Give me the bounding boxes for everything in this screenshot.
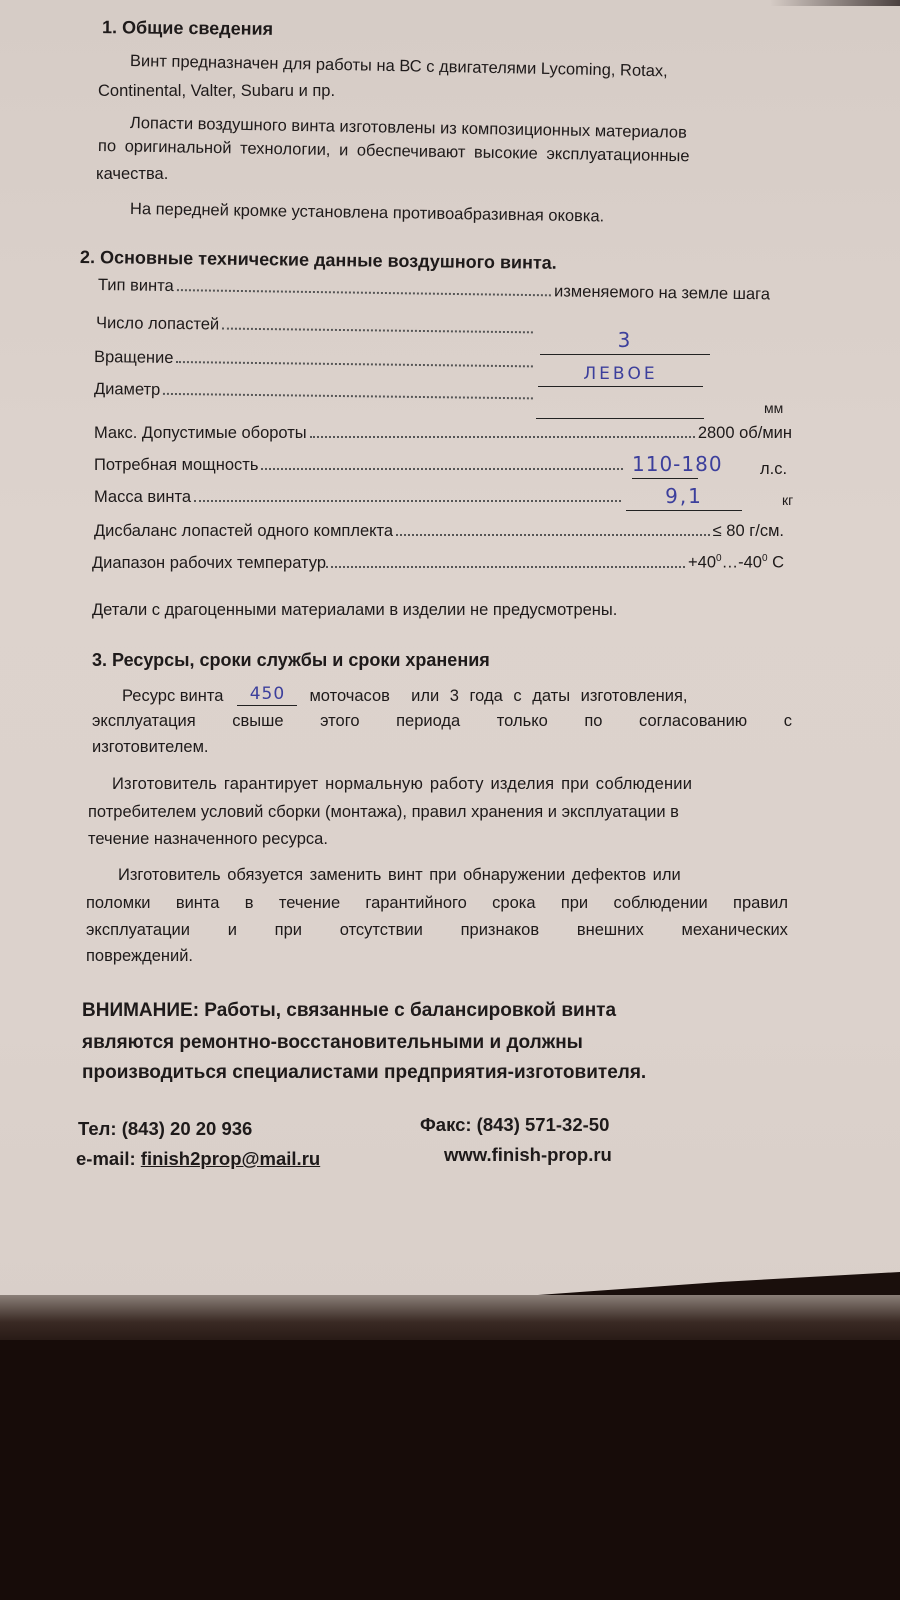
replace-line-2 bbox=[86, 894, 788, 913]
word: согласованию bbox=[639, 712, 748, 730]
section-1-paragraph-2-line-1: Лопасти воздушного винта изготовлены из композиционных материалов bbox=[129, 114, 687, 142]
spec-row-mass bbox=[94, 488, 624, 507]
guarantee-line-1: Изготовитель гарантирует нормальную работу изделия при соблюдении bbox=[112, 775, 693, 793]
word: течение bbox=[278, 894, 341, 912]
word: свыше bbox=[232, 712, 284, 730]
word: при bbox=[274, 921, 302, 939]
resource-suffix-text: моточасов или 3 года с даты изготовления, bbox=[309, 687, 688, 705]
warning-line-2: являются ремонтно-восстановительными и должны bbox=[82, 1032, 583, 1053]
replace-line-4: повреждений. bbox=[86, 947, 194, 965]
spec-label: Масса винта bbox=[94, 488, 192, 506]
resource-line-2 bbox=[92, 712, 792, 731]
word: по bbox=[584, 712, 603, 730]
leader-dots bbox=[396, 533, 710, 536]
phone-number: Тел: (843) 20 20 936 bbox=[78, 1118, 253, 1139]
power-field[interactable] bbox=[632, 452, 723, 479]
word: винта bbox=[175, 894, 220, 912]
spec-label: Число лопастей bbox=[95, 314, 220, 334]
blade-count-field[interactable] bbox=[540, 330, 710, 355]
page-edge-shadow bbox=[770, 0, 900, 6]
word: при bbox=[560, 894, 589, 912]
warning-line-1: ВНИМАНИЕ: Работы, связанные с балансировкой винта bbox=[82, 1000, 617, 1021]
spec-label: Тип винта bbox=[97, 276, 174, 296]
section-2-title: 2. Основные технические данные воздушного винта. bbox=[79, 247, 557, 273]
word: в bbox=[244, 894, 254, 912]
spec-row-max-rpm bbox=[94, 424, 792, 443]
leader-dots bbox=[194, 499, 621, 502]
spec-row-imbalance bbox=[94, 522, 784, 541]
word: признаков bbox=[460, 921, 540, 939]
spec-label: Диапазон рабочих температур bbox=[92, 553, 326, 572]
resource-suffix bbox=[309, 687, 798, 706]
resource-prefix: Ресурс винта bbox=[122, 687, 224, 705]
leader-dots bbox=[222, 327, 533, 334]
word: периода bbox=[396, 712, 461, 730]
word: этого bbox=[320, 712, 360, 730]
spec-value: 2800 об/мин bbox=[697, 424, 792, 442]
resource-line-3: изготовителем. bbox=[92, 738, 209, 756]
word: внешних bbox=[576, 921, 644, 939]
replace-line-1: Изготовитель обязуется заменить винт при обнаружении дефектов или bbox=[118, 866, 681, 884]
handwritten-value: 9,1 bbox=[665, 484, 703, 508]
section-1-paragraph-1-line-2: Continental, Valter, Subaru и пр. bbox=[98, 82, 336, 100]
word: соблюдении bbox=[613, 894, 708, 912]
spec-value: $+40^0\dots-40^0$ С bbox=[688, 553, 784, 572]
leader-dots bbox=[326, 565, 685, 568]
temp-min: …-40 bbox=[721, 553, 762, 572]
spec-label: Вращение bbox=[93, 348, 174, 367]
mass-field[interactable] bbox=[626, 484, 742, 511]
handwritten-value: ЛЕВОЕ bbox=[583, 364, 658, 384]
section-1-title: 1. Общие сведения bbox=[101, 17, 274, 39]
email-label: e-mail: bbox=[76, 1148, 141, 1169]
resource-hours-field[interactable] bbox=[237, 683, 297, 706]
warning-line-3: производиться специалистами предприятия-изготовителя. bbox=[82, 1062, 647, 1083]
rotation-field[interactable] bbox=[538, 360, 703, 387]
section-1-paragraph-2-line-2: по оригинальной технологии, и обеспечивают высокие эксплуатационные bbox=[97, 137, 690, 166]
spec-row-temperature bbox=[92, 553, 784, 573]
word: гарантийного bbox=[365, 894, 467, 912]
temp-max: +40 bbox=[688, 553, 717, 572]
word: правил bbox=[733, 894, 788, 912]
handwritten-value: 450 bbox=[249, 684, 286, 704]
word: и bbox=[227, 921, 237, 939]
leader-dots bbox=[177, 288, 551, 296]
spec-row-power bbox=[94, 456, 626, 475]
spec-label: Дисбаланс лопастей одного комплекта bbox=[94, 522, 394, 540]
replace-line-3 bbox=[86, 921, 788, 940]
dark-background bbox=[0, 1340, 900, 1600]
fax-number: Факс: (843) 571-32-50 bbox=[420, 1114, 610, 1135]
precious-materials-note: Детали с драгоценными материалами в изделии не предусмотрены. bbox=[92, 601, 618, 619]
spec-value: ≤ 80 г/см. bbox=[712, 522, 784, 540]
temp-unit: С bbox=[767, 553, 784, 572]
website-link[interactable]: www.finish-prop.ru bbox=[444, 1144, 612, 1165]
section-1-paragraph-3: На передней кромке установлена противоабразивная оковка. bbox=[129, 200, 605, 226]
handwritten-value: 3 bbox=[617, 328, 633, 352]
word: только bbox=[496, 712, 548, 730]
guarantee-line-3: течение назначенного ресурса. bbox=[88, 830, 328, 848]
resource-line-1 bbox=[122, 683, 798, 706]
email-link[interactable]: finish2prop@mail.ru bbox=[140, 1148, 321, 1169]
word: отсутствии bbox=[339, 921, 423, 939]
leader-dots bbox=[261, 467, 623, 470]
power-unit: л.с. bbox=[760, 460, 788, 478]
word: эксплуатация bbox=[92, 712, 196, 730]
word: механических bbox=[681, 921, 788, 939]
spec-value: изменяемого на земле шага bbox=[553, 282, 771, 304]
handwritten-value: 110-180 bbox=[632, 452, 723, 476]
word: эксплуатации bbox=[86, 921, 190, 939]
spec-label: Диаметр bbox=[93, 380, 161, 399]
spec-label: Потребная мощность bbox=[94, 456, 259, 474]
leader-dots bbox=[163, 392, 533, 400]
section-1-paragraph-2-line-3: качества. bbox=[96, 165, 169, 183]
section-3-title: 3. Ресурсы, сроки службы и сроки хранения bbox=[92, 650, 490, 670]
mass-unit: кг bbox=[782, 492, 794, 508]
spec-label: Макс. Допустимые обороты bbox=[94, 424, 307, 442]
guarantee-line-2: потребителем условий сборки (монтажа), правил хранения и эксплуатации в bbox=[88, 803, 679, 821]
diameter-unit: мм bbox=[764, 400, 784, 416]
word: с bbox=[783, 712, 792, 730]
section-1-paragraph-1-line-1: Винт предназначен для работы на ВС с двигателями Lycoming, Rotax, bbox=[129, 52, 668, 81]
leader-dots bbox=[176, 360, 533, 367]
email-line bbox=[76, 1148, 320, 1170]
word: срока bbox=[492, 894, 536, 912]
diameter-field[interactable] bbox=[536, 394, 704, 419]
leader-dots bbox=[310, 435, 695, 438]
word: поломки bbox=[86, 894, 151, 912]
